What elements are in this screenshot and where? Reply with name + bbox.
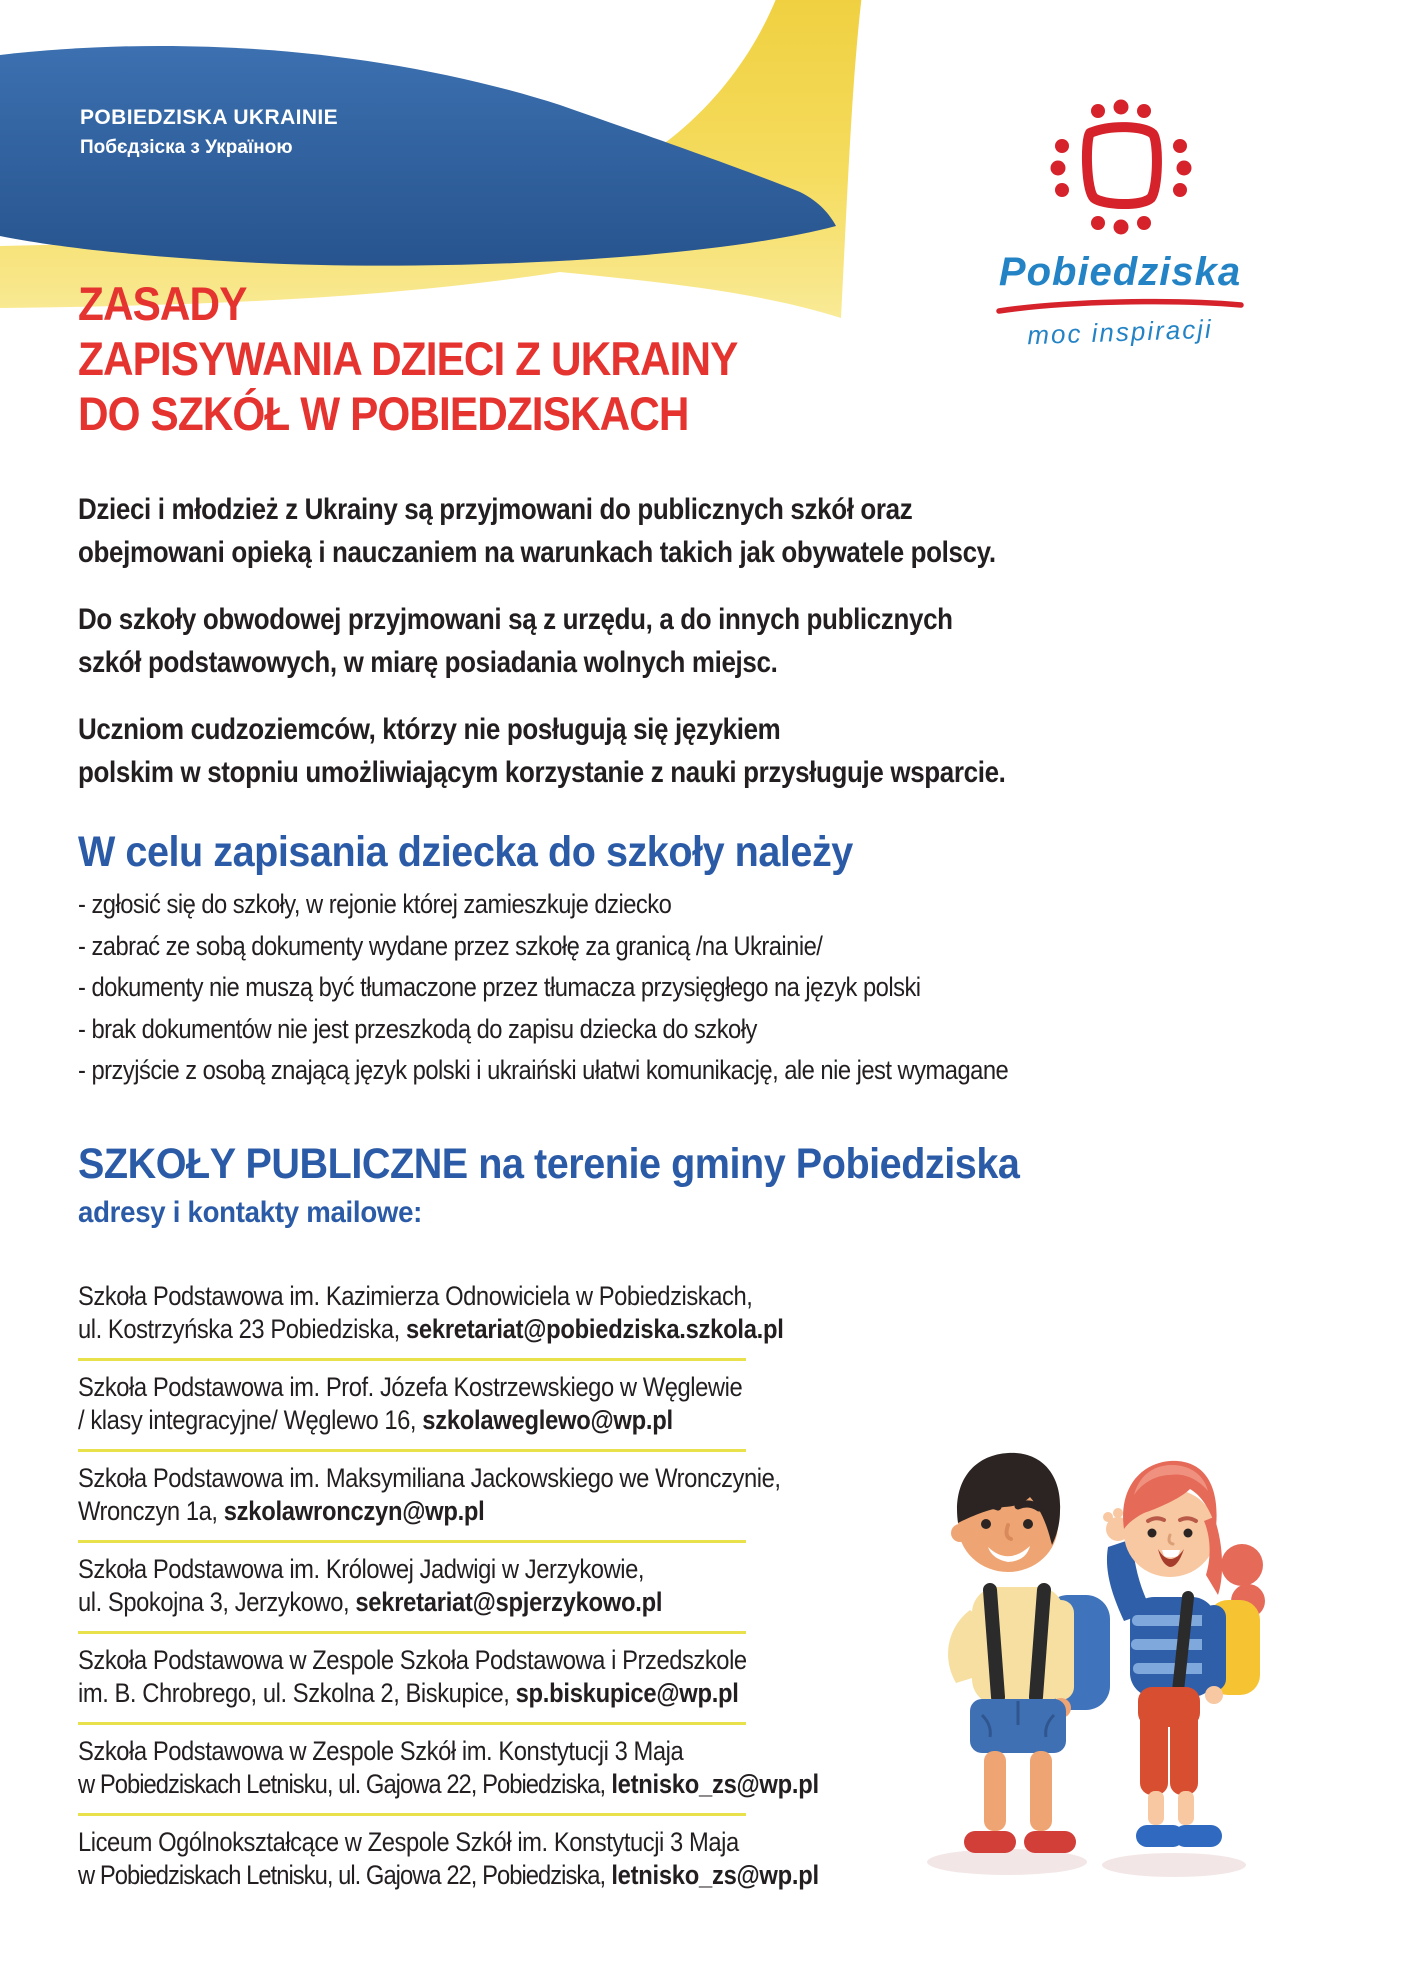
intro-paragraph: [78, 598, 1072, 684]
section-heading-schools: [78, 1140, 1019, 1189]
paragraph-line: Dzieci i młodzież z Ukrainy są przyjmowani do publicznych szkół oraz: [78, 493, 913, 526]
school-name-line: Szkoła Podstawowa w Zespole Szkół im. Konstytucji 3 Maja: [78, 1736, 684, 1766]
brush-swoosh-icon: [995, 297, 1245, 315]
school-email: sp.biskupice@wp.pl: [515, 1678, 739, 1708]
school-entry: [78, 1361, 750, 1449]
school-entry: [78, 1634, 750, 1722]
school-email: szkolawronczyn@wp.pl: [223, 1496, 485, 1526]
school-entry: [78, 1452, 781, 1540]
paragraph-line: Do szkoły obwodowej przyjmowani są z urzędu, a do innych publicznych: [78, 603, 953, 636]
enrollment-step-item: - brak dokumentów nie jest przeszkodą do zapisu dziecka do szkoły: [78, 1013, 757, 1044]
paragraph-line: Uczniom cudzoziemców, którzy nie posługują się językiem: [78, 713, 781, 746]
schools-subheading: adresy i kontakty mailowe:: [78, 1196, 423, 1229]
enrollment-steps-list: [78, 884, 1135, 1092]
banner-title: POBIEDZISKA UKRAINIE: [80, 106, 339, 129]
enrollment-step-item: - zgłosić się do szkoły, w rejonie której zamieszkuje dziecko: [78, 889, 672, 919]
section-heading-enrollment: W celu zapisania dziecka do szkoły należy: [78, 828, 853, 876]
school-address-line: im. B. Chrobrego, ul. Szkolna 2, Biskupice, sp.biskupice@wp.pl: [78, 1678, 739, 1708]
schools-list: [78, 1270, 819, 1904]
school-address-line: ul. Kostrzyńska 23 Pobiedziska, sekretariat@pobiedziska.szkola.pl: [78, 1314, 784, 1344]
school-name-line: Szkoła Podstawowa w Zespole Szkoła Podstawowa i Przedszkole: [78, 1645, 747, 1675]
school-name-line: Liceum Ogólnokształcące w Zespole Szkół im. Konstytucji 3 Maja: [78, 1827, 739, 1857]
page-title-line-1: ZASADY: [78, 277, 247, 330]
sun-square-dots-icon: [1045, 96, 1195, 246]
school-email: letnisko_zs@wp.pl: [611, 1769, 819, 1799]
school-address-line: / klasy integracyjne/ Węglewo 16, szkolaweglewo@wp.pl: [78, 1405, 673, 1435]
logo-wordmark: Pobiedziska: [998, 250, 1242, 294]
school-name-line: Szkoła Podstawowa im. Królowej Jadwigi w Jerzykowie,: [78, 1554, 645, 1584]
logo-tagline: moc inspiracji: [1026, 313, 1214, 351]
intro-paragraph: [78, 488, 1121, 574]
girl-figure: [1103, 1461, 1265, 1847]
paragraph-line: szkół podstawowych, w miarę posiadania wolnych miejsc.: [78, 646, 778, 679]
school-name-line: Szkoła Podstawowa im. Kazimierza Odnowiciela w Pobiedziskach,: [78, 1281, 753, 1311]
school-email: sekretariat@pobiedziska.szkola.pl: [405, 1314, 784, 1344]
school-entry: [78, 1816, 819, 1904]
school-email: sekretariat@spjerzykowo.pl: [355, 1587, 663, 1617]
school-entry: [78, 1270, 784, 1358]
heading-schools-rest: na terenie gminy Pobiedziska: [467, 1140, 1020, 1188]
intro-paragraph: [78, 708, 1132, 794]
children-illustration: [912, 1425, 1272, 1885]
school-address-line: ul. Spokojna 3, Jerzykowo, sekretariat@spjerzykowo.pl: [78, 1587, 663, 1617]
school-address-line: w Pobiedziskach Letnisku, ul. Gajowa 22, Pobiedziska, letnisko_zs@wp.pl: [78, 1860, 819, 1890]
boy-figure: [948, 1453, 1110, 1853]
banner: [80, 106, 338, 159]
page-title: [78, 276, 811, 441]
pobiedziska-logo: [995, 96, 1245, 351]
school-entry: [78, 1725, 819, 1813]
school-name-line: Szkoła Podstawowa im. Prof. Józefa Kostrzewskiego w Węglewie: [78, 1372, 743, 1402]
school-name-line: Szkoła Podstawowa im. Maksymiliana Jackowskiego we Wronczynie,: [78, 1463, 781, 1493]
school-email: letnisko_zs@wp.pl: [611, 1860, 819, 1890]
school-entry: [78, 1543, 750, 1631]
enrollment-step-item: - przyjście z osobą znającą język polski i ukraiński ułatwi komunikację, ale nie jest wymagane: [78, 1055, 1009, 1085]
heading-schools-caps: SZKOŁY PUBLICZNE: [78, 1140, 468, 1188]
school-address-line: Wronczyn 1a, szkolawronczyn@wp.pl: [78, 1496, 485, 1526]
enrollment-step-item: - zabrać ze sobą dokumenty wydane przez szkołę za granicą /na Ukrainie/: [78, 930, 823, 961]
school-email: szkolaweglewo@wp.pl: [422, 1405, 673, 1435]
page-title-line-3: DO SZKÓŁ W POBIEDZISKACH: [78, 387, 689, 440]
banner-subtitle: Побєдзіска з Україною: [80, 137, 293, 158]
enrollment-step-item: - dokumenty nie muszą być tłumaczone przez tłumacza przysięgłego na język polski: [78, 972, 921, 1002]
paragraph-line: obejmowani opieką i nauczaniem na warunkach takich jak obywatele polscy.: [78, 536, 996, 569]
page-title-line-2: ZAPISYWANIA DZIECI Z UKRAINY: [78, 332, 738, 385]
school-address-line: w Pobiedziskach Letnisku, ul. Gajowa 22, Pobiedziska, letnisko_zs@wp.pl: [78, 1769, 819, 1799]
paragraph-line: polskim w stopniu umożliwiającym korzystanie z nauki przysługuje wsparcie.: [78, 756, 1006, 789]
